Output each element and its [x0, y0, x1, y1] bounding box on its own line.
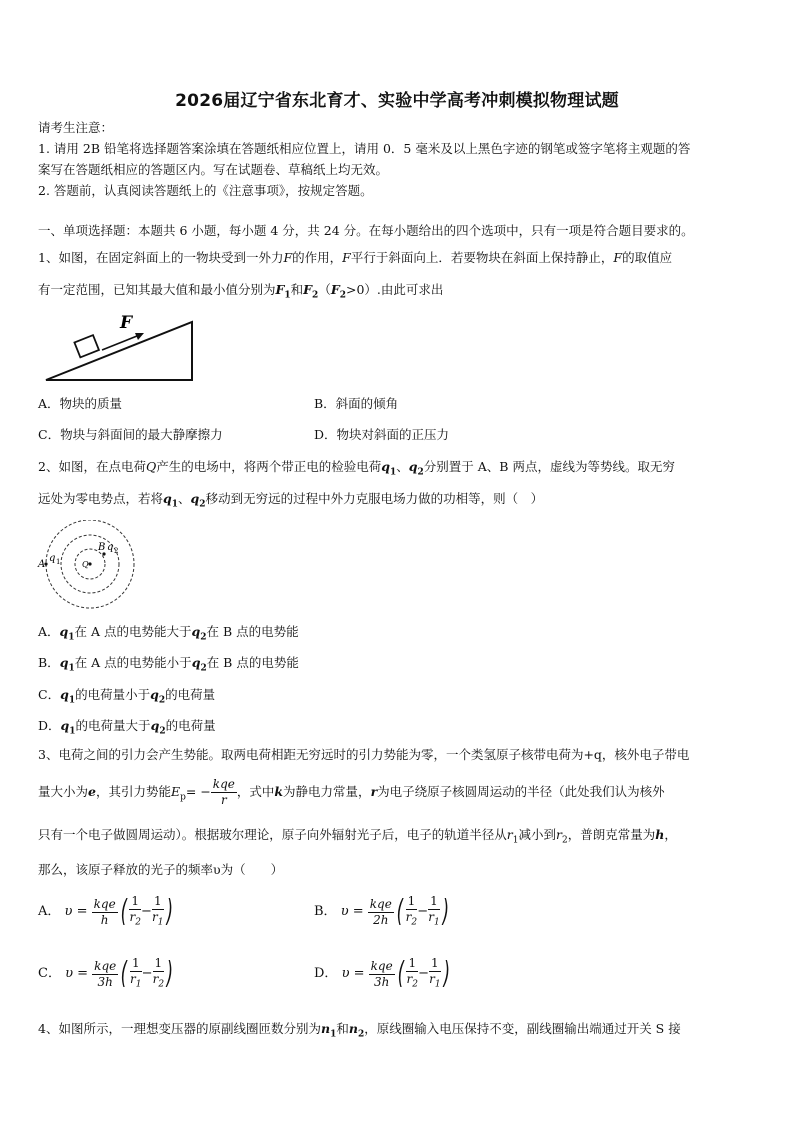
q2-option-b[interactable]: B．$q_1$在 A 点的电势能小于$q_2$在 B 点的电势能	[38, 655, 299, 674]
notice-item-1-line-1: 1. 请用 2B 铅笔将选择题答案涂填在答题纸相应位置上，请用 0．5 毫米及以上黑色字迹的钢笔或签字笔将主观题的答	[38, 141, 691, 156]
incline-figure	[42, 308, 202, 386]
svg-text:q: q	[107, 542, 114, 553]
q1-option-a[interactable]: A．物块的质量	[38, 396, 123, 411]
notice-item-2: 2. 答题前，认真阅读答题纸上的《注意事项》，按规定答题。	[38, 183, 373, 198]
question-3-line-3: 只有一个电子做圆周运动）。根据玻尔理论，原子向外辐射光子后，电子的轨道半径从$r_1$减小到$r_2$，普朗克常量为h，	[38, 827, 677, 846]
svg-text:1: 1	[56, 558, 61, 566]
question-4-line-1: 4、如图所示，一理想变压器的原副线圈匝数分别为$n_1$和$n_2$，原线圈输入电压保持不变，副线圈输出端通过开关 S 接	[38, 1021, 681, 1040]
svg-text:A: A	[38, 559, 46, 570]
svg-text:2: 2	[114, 547, 119, 555]
svg-text:B: B	[98, 542, 106, 553]
page-title: 2026届辽宁省东北育才、实验中学高考冲刺模拟物理试题	[175, 91, 619, 111]
q3-option-b[interactable]: B． υ = $\frac{\text{kqe}}{2h}$ ( $\frac{1}{r_2}$ − $\frac{1}{r_1}$ )	[314, 894, 449, 930]
q2-option-c[interactable]: C．$q_1$的电荷量小于$q_2$的电荷量	[38, 687, 216, 706]
svg-text:q: q	[49, 553, 56, 564]
question-1-line-1: 1、如图，在固定斜面上的一物块受到一外力F的作用，F平行于斜面向上．若要物块在斜面上保持静止，F的取值应	[38, 250, 673, 265]
q2-option-d[interactable]: D．$q_1$的电荷量大于$q_2$的电荷量	[38, 718, 216, 737]
q3-option-c[interactable]: C． υ = $\frac{\text{kqe}}{3h}$ ( $\frac{1}{r_1}$ − $\frac{1}{r_2}$ )	[38, 956, 174, 992]
equipotential-figure	[36, 520, 160, 612]
force-label-f: F	[120, 313, 133, 333]
question-2-line-1: 2、如图，在点电荷Q产生的电场中，将两个带正电的检验电荷$q_1$、$q_2$分别置于 A、B 两点，虚线为等势线。取无穷	[38, 459, 675, 478]
q1-option-d[interactable]: D．物块对斜面的正压力	[314, 427, 450, 442]
notice-heading: 请考生注意：	[38, 120, 114, 135]
question-2-line-2: 远处为零电势点，若将$q_1$、$q_2$移动到无穷远的过程中外力克服电场力做的功相等，则（ ）	[38, 491, 544, 510]
question-3-line-4: 那么，该原子释放的光子的频率υ为（ ）	[38, 862, 284, 877]
question-3-line-1: 3、电荷之间的引力会产生势能。取两电荷相距无穷远时的引力势能为零，一个类氢原子核带电荷为+q，核外电子带电	[38, 747, 690, 762]
q3-option-d[interactable]: D． υ = $\frac{\text{kqe}}{3h}$ ( $\frac{1}{r_2}$ − $\frac{1}{r_1}$ )	[314, 956, 450, 992]
section-1-heading: 一、单项选择题：本题共 6 小题，每小题 4 分，共 24 分。在每小题给出的四个选项中，只有一项是符合题目要求的。	[38, 223, 694, 238]
svg-text:Q: Q	[82, 560, 89, 569]
notice-item-1-line-2: 案写在答题纸相应的答题区内。写在试题卷、草稿纸上均无效。	[38, 162, 389, 177]
question-3-line-2: 量大小为e，其引力势能$E_p=$ − $\frac{\text{kqe}}{r}$ ，式中k为静电力常量，r为电子绕原子核圆周运动的半径（此处我们认为核外	[38, 777, 665, 807]
q3-option-a[interactable]: A． υ = $\frac{\text{kqe}}{h}$ ( $\frac{1}{r_2}$ − $\frac{1}{r_1}$ )	[38, 894, 173, 930]
q1-option-b[interactable]: B．斜面的倾角	[314, 396, 399, 411]
q1-option-c[interactable]: C．物块与斜面间的最大静摩擦力	[38, 427, 223, 442]
q2-option-a[interactable]: A．$q_1$在 A 点的电势能大于$q_2$在 B 点的电势能	[38, 624, 299, 643]
question-1-line-2: 有一定范围，已知其最大值和最小值分别为$F_1$和$F_2(F_2>0)$.由此可求出	[38, 282, 444, 301]
